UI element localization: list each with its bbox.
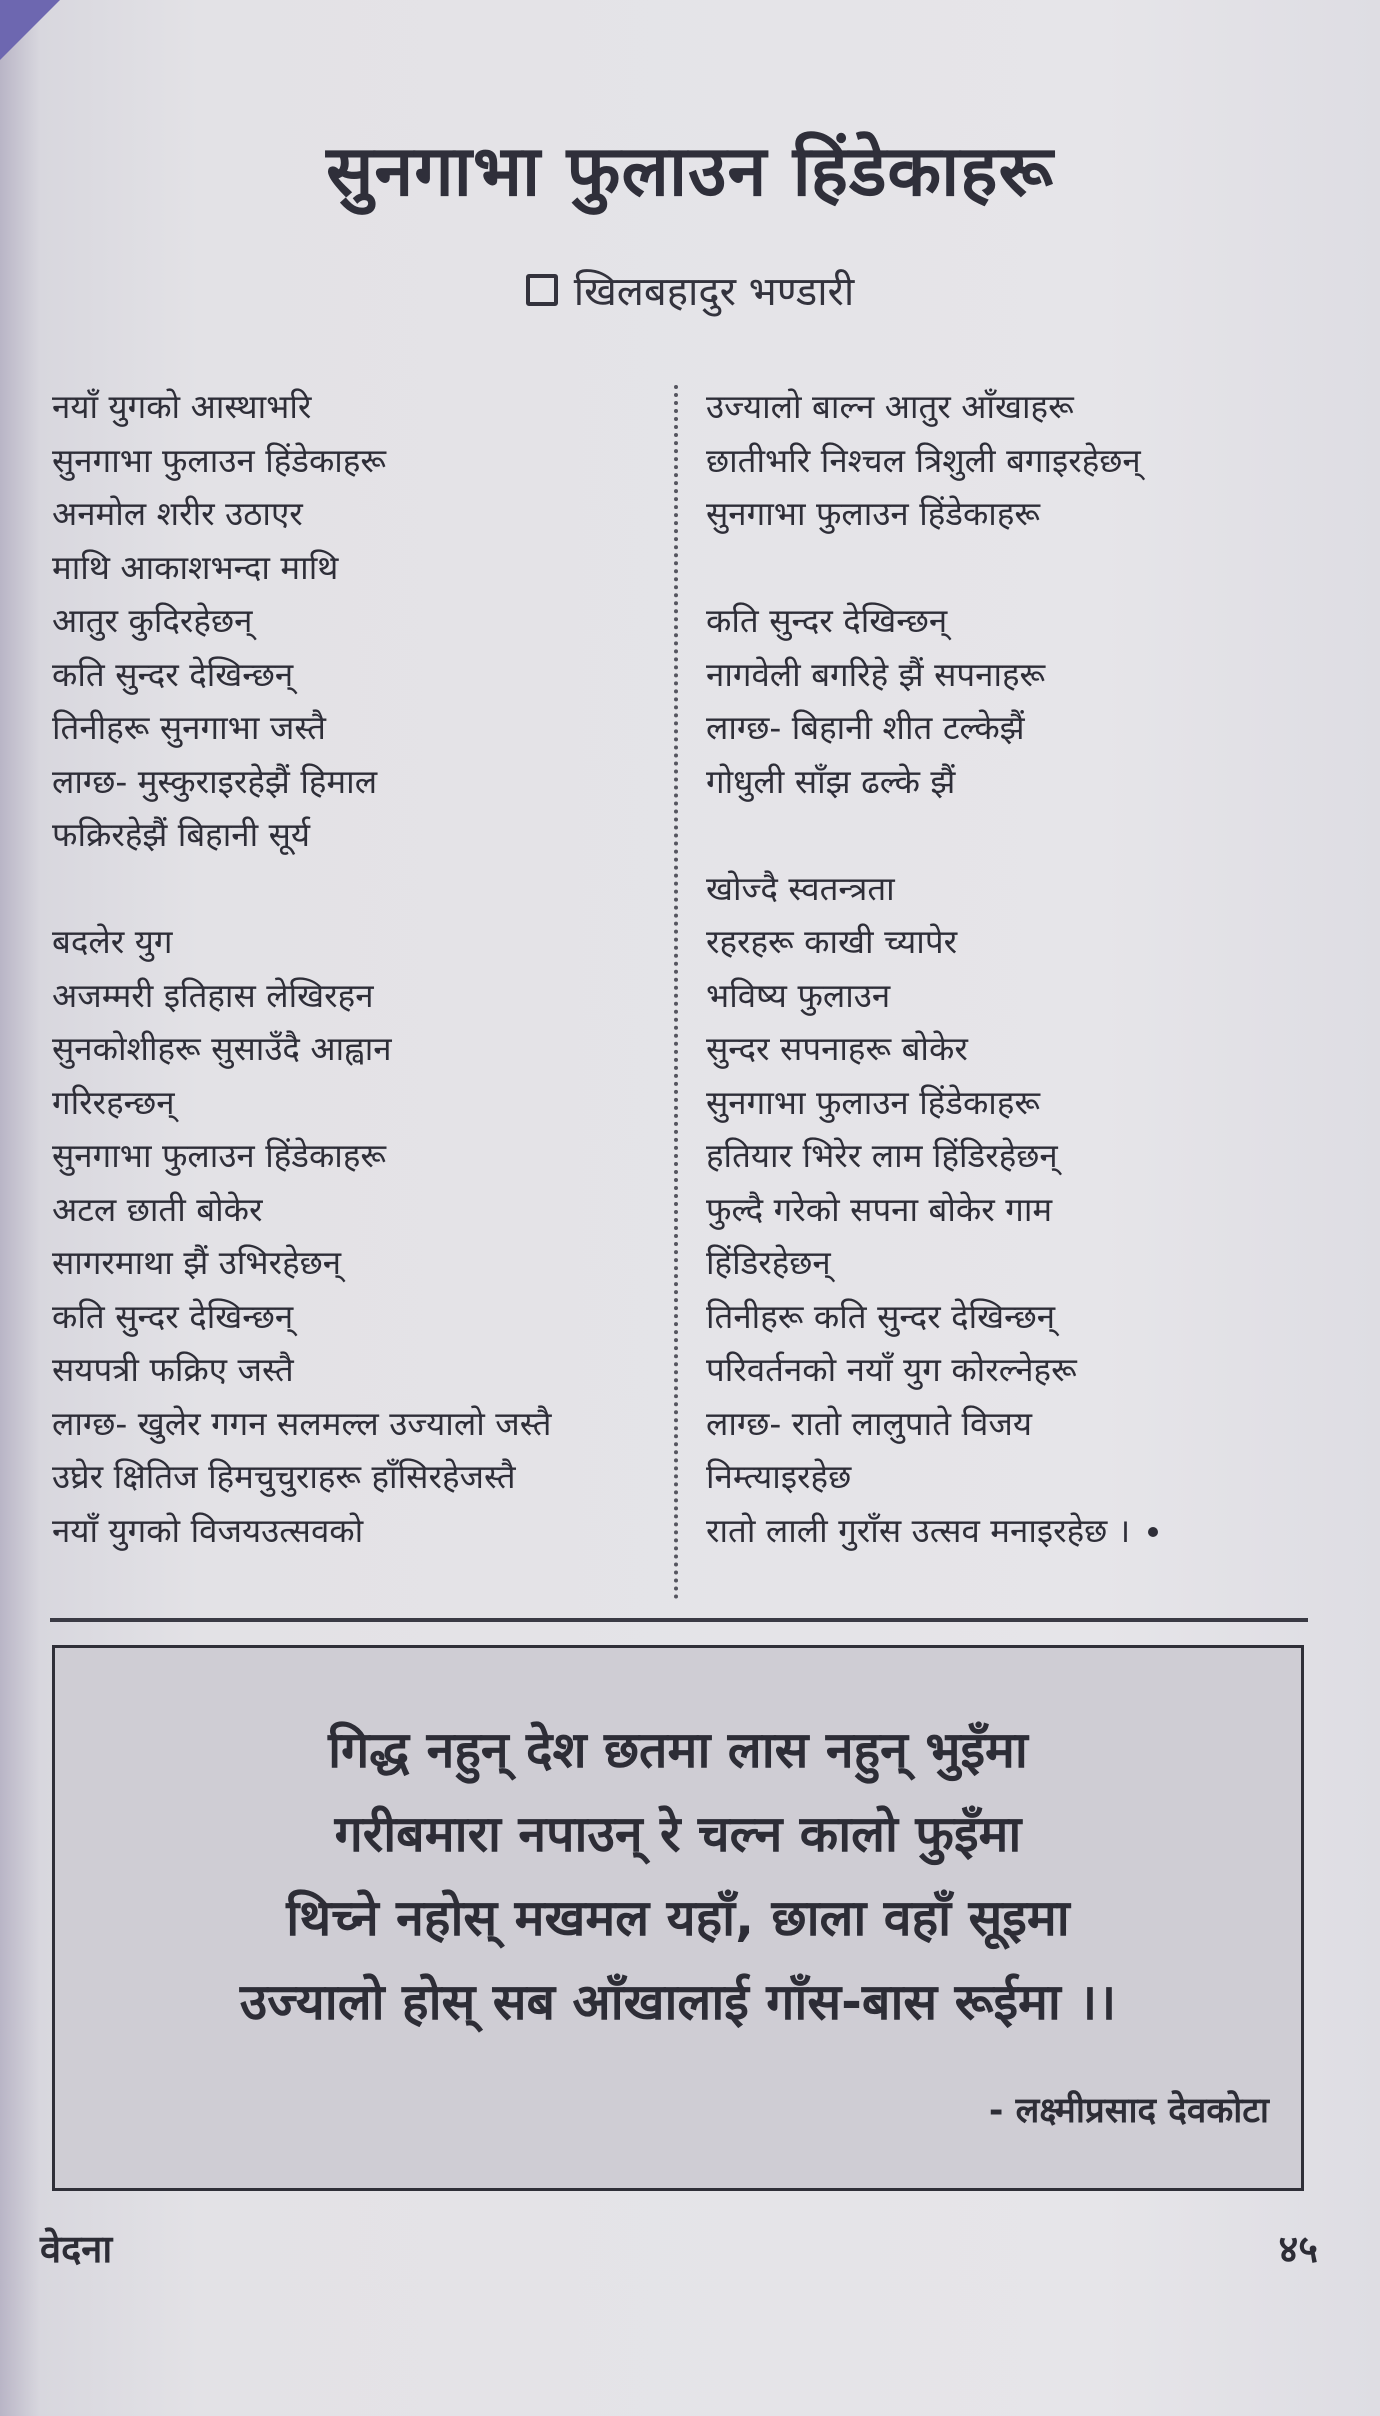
poem-line: निम्त्याइरहेछ bbox=[706, 1457, 852, 1496]
poem-line: कति सुन्दर देखिन्छन् bbox=[52, 1296, 294, 1336]
stanza-break bbox=[52, 862, 672, 916]
poem-author bbox=[0, 262, 1380, 317]
poem-line: आतुर कुदिरहेछन् bbox=[52, 601, 253, 640]
poem-line: कति सुन्दर देखिन्छन् bbox=[52, 654, 294, 694]
poem-line: उघ्रेर क्षितिज हिमचुचुराहरू हाँसिरहेजस्तै bbox=[52, 1457, 516, 1496]
stanza-break bbox=[706, 541, 1346, 595]
poem-line: सुनगाभा फुलाउन हिंडेकाहरू bbox=[706, 1082, 1041, 1122]
poem-line: माथि आकाशभन्दा माथि bbox=[52, 547, 339, 587]
poem-left-column bbox=[52, 380, 672, 1557]
poem-line: लाग्छ- बिहानी शीत टल्केझैं bbox=[706, 708, 1025, 747]
poem-line: हतियार भिरेर लाम हिंडिरहेछन् bbox=[706, 1136, 1058, 1175]
end-mark-icon bbox=[1148, 1527, 1158, 1537]
poem-line: सुनगाभा फुलाउन हिंडेकाहरू bbox=[52, 440, 387, 480]
poem-line: लाग्छ- मुस्कुराइरहेझैं हिमाल bbox=[52, 761, 378, 801]
poem-line: नागवेली बगरिहे झैं सपनाहरू bbox=[706, 654, 1046, 694]
poem-line: सुन्दर सपनाहरू बोकेर bbox=[706, 1029, 968, 1068]
poem-line: रहरहरू काखी च्यापेर bbox=[706, 922, 958, 961]
quote-line: उज्यालो होस् सब आँखालाई गाँस-बास रूईमा ।। bbox=[239, 1973, 1117, 2031]
quote-line: गरीबमारा नपाउन् रे चल्न कालो फुइँमा bbox=[334, 1805, 1022, 1863]
quote-line: गिद्ध नहुन् देश छतमा लास नहुन् भुइँमा bbox=[328, 1721, 1028, 1779]
quote-verse bbox=[55, 1708, 1301, 2044]
poem-line: सुनगाभा फुलाउन हिंडेकाहरू bbox=[706, 494, 1041, 533]
poem-line: गरिरहन्छन् bbox=[52, 1082, 175, 1122]
poem-line: अटल छाती बोकेर bbox=[52, 1189, 263, 1229]
page-corner bbox=[0, 0, 60, 60]
poem-line: परिवर्तनको नयाँ युग कोरल्नेहरू bbox=[706, 1350, 1077, 1389]
poem-line: नयाँ युगको विजयउत्सवको bbox=[52, 1510, 364, 1550]
poem-line-text: रातो लाली गुराँस उत्सव मनाइरहेछ । bbox=[706, 1510, 1131, 1550]
poem-line: गोधुली साँझ ढल्के झैं bbox=[706, 761, 956, 801]
poem-line: फक्रिरहेझैं बिहानी सूर्य bbox=[52, 815, 311, 854]
poem-line: कति सुन्दर देखिन्छन् bbox=[706, 601, 948, 640]
footer-page-number: ४५ bbox=[1278, 2227, 1318, 2271]
stanza-break bbox=[706, 808, 1346, 862]
quote-author: - लक्ष्मीप्रसाद देवकोटा bbox=[988, 2091, 1269, 2131]
quote-box bbox=[52, 1645, 1304, 2191]
poem-line: तिनीहरू सुनगाभा जस्तै bbox=[52, 708, 326, 747]
poem-line: सागरमाथा झैं उभिरहेछन् bbox=[52, 1243, 342, 1282]
poem-line: सुनगाभा फुलाउन हिंडेकाहरू bbox=[52, 1136, 387, 1175]
poem-right-column bbox=[706, 380, 1346, 1557]
poem-line: सयपत्री फक्रिए जस्तै bbox=[52, 1350, 294, 1389]
poem-line: लाग्छ- रातो लालुपाते विजय bbox=[706, 1403, 1033, 1443]
section-rule bbox=[50, 1618, 1308, 1622]
poem-title: सुनगाभा फुलाउन हिंडेकाहरू bbox=[326, 130, 1054, 212]
poem-line: अनमोल शरीर उठाएर bbox=[52, 494, 303, 533]
poem-line: नयाँ युगको आस्थाभरि bbox=[52, 387, 312, 426]
poem-line: फुल्दै गरेको सपना बोकेर गाम bbox=[706, 1189, 1053, 1229]
poem-line: छातीभरि निश्चल त्रिशुली बगाइरहेछन् bbox=[706, 440, 1141, 480]
poem-line: उज्यालो बाल्न आतुर आँखाहरू bbox=[706, 387, 1074, 426]
column-divider bbox=[674, 385, 678, 1600]
poem-line: लाग्छ- खुलेर गगन सलमल्ल उज्यालो जस्तै bbox=[52, 1403, 552, 1443]
poem-line: अजम्मरी इतिहास लेखिरहन bbox=[52, 975, 374, 1015]
poem-author-name: खिलबहादुर भण्डारी bbox=[573, 269, 855, 315]
checkbox-square-icon bbox=[526, 274, 558, 306]
poem-line: तिनीहरू कति सुन्दर देखिन्छन् bbox=[706, 1296, 1056, 1336]
poem-line: हिंडिरहेछन् bbox=[706, 1243, 831, 1282]
quote-line: थिच्ने नहोस् मखमल यहाँ, छाला वहाँ सूइमा bbox=[286, 1889, 1070, 1947]
poem-line: बदलेर युग bbox=[52, 922, 173, 961]
poem-line: सुनकोशीहरू सुसाउँदै आह्वान bbox=[52, 1029, 392, 1068]
poem-line: भविष्य फुलाउन bbox=[706, 975, 891, 1015]
footer-book-name: वेदना bbox=[40, 2227, 113, 2271]
poem-line: खोज्दै स्वतन्त्रता bbox=[706, 868, 895, 908]
poem-last-line bbox=[706, 1504, 1346, 1558]
